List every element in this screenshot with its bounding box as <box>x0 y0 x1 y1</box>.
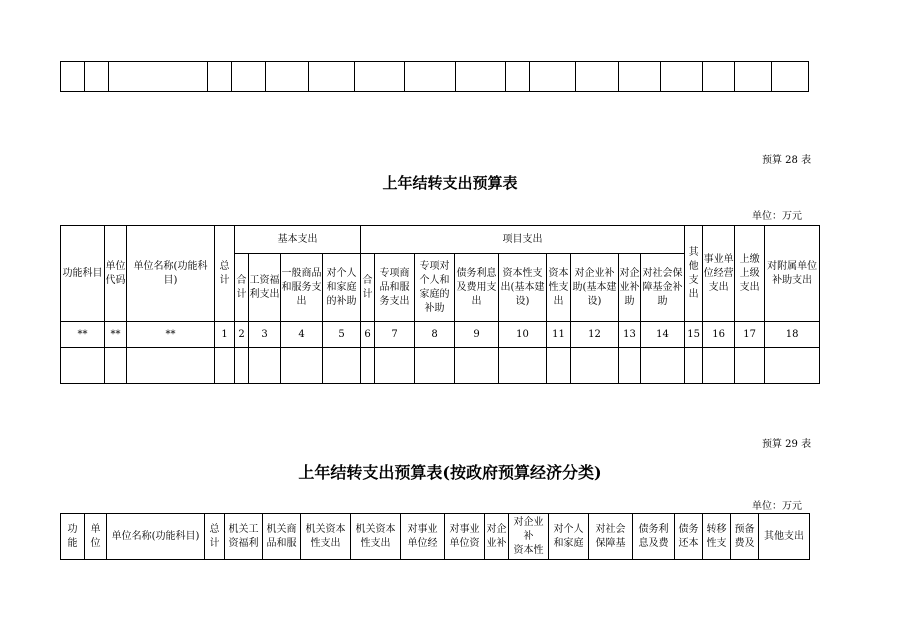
table28-ref: 预算 28 表 <box>762 155 812 166</box>
t29-hdr-cell: 机关资本 性支出 <box>351 514 401 560</box>
index-row <box>61 322 820 348</box>
t29-hdr-cell: 功 能 <box>61 514 85 560</box>
hdr-affiliated: 对附属单位补助支出 <box>765 226 820 322</box>
index-cell: 12 <box>571 322 619 348</box>
index-cell: 2 <box>235 322 249 348</box>
index-cell: ** <box>105 322 127 348</box>
table29-ref: 预算 29 表 <box>762 439 812 450</box>
table29 <box>60 513 810 560</box>
index-cell: 13 <box>619 322 641 348</box>
hdr-basic-sum: 合计 <box>235 254 249 322</box>
t29-hdr-cell: 对事业 单位经 <box>401 514 445 560</box>
hdr-other: 其他支出 <box>685 226 703 322</box>
index-cell: ** <box>61 322 105 348</box>
t29-hdr-cell: 总 计 <box>205 514 225 560</box>
index-cell: 5 <box>323 322 361 348</box>
hdr-basic: 基本支出 <box>235 226 361 254</box>
t29-hdr-cell: 对企 业补 <box>485 514 509 560</box>
hdr-business-op: 事业单位经营支出 <box>703 226 735 322</box>
index-cell: 8 <box>415 322 455 348</box>
t29-hdr-cell: 单位名称(功能科目) <box>107 514 205 560</box>
t29-hdr-cell: 债务利 息及费 <box>633 514 675 560</box>
index-cell: 10 <box>499 322 547 348</box>
hdr-project: 项目支出 <box>361 226 685 254</box>
hdr-special-personal: 专项对个人和家庭的补助 <box>415 254 455 322</box>
hdr-debt-interest: 债务利息及费用支出 <box>455 254 499 322</box>
hdr-upper-pay: 上缴上级支出 <box>735 226 765 322</box>
t29-hdr-cell: 机关商 品和服 <box>263 514 301 560</box>
index-cell: 16 <box>703 322 735 348</box>
index-cell: ** <box>127 322 215 348</box>
t29-hdr-cell: 预备 费及 <box>731 514 759 560</box>
top-table-row <box>61 62 809 92</box>
top-table <box>60 61 809 92</box>
table29-title: 上年结转支出预算表(按政府预算经济分类) <box>298 463 602 482</box>
t29-hdr-cell: 机关工 资福利 <box>225 514 263 560</box>
index-cell: 14 <box>641 322 685 348</box>
hdr-special-goods: 专项商品和服务支出 <box>375 254 415 322</box>
t29-hdr-cell: 其他支出 <box>759 514 810 560</box>
t29-hdr-cell: 对企业补 资本性 <box>509 514 549 560</box>
hdr-enterprise-basic: 对企业补助(基本建设) <box>571 254 619 322</box>
hdr-func-subject: 功能科目 <box>61 226 105 322</box>
table29-unit: 单位：万元 <box>752 501 802 512</box>
hdr-enterprise: 对企业补助 <box>619 254 641 322</box>
hdr-capital-basic: 资本性支出(基本建设) <box>499 254 547 322</box>
hdr-unit-name: 单位名称(功能科目) <box>127 226 215 322</box>
index-cell: 1 <box>215 322 235 348</box>
t29-hdr-cell: 对事业 单位资 <box>445 514 485 560</box>
index-cell: 6 <box>361 322 375 348</box>
table28-unit: 单位：万元 <box>752 211 802 222</box>
hdr-total: 总计 <box>215 226 235 322</box>
t29-hdr-cell: 对个人 和家庭 <box>549 514 589 560</box>
table28 <box>60 225 820 384</box>
t29-hdr-cell: 机关资本 性支出 <box>301 514 351 560</box>
hdr-personal: 对个人和家庭的补助 <box>323 254 361 322</box>
index-cell: 4 <box>281 322 323 348</box>
index-cell: 17 <box>735 322 765 348</box>
index-cell: 9 <box>455 322 499 348</box>
t29-hdr-cell: 单 位 <box>85 514 107 560</box>
hdr-wages: 工资福利支出 <box>249 254 281 322</box>
hdr-social-security: 对社会保障基金补助 <box>641 254 685 322</box>
empty-data-row <box>61 348 820 384</box>
index-cell: 3 <box>249 322 281 348</box>
t29-hdr-cell: 对社会 保障基 <box>589 514 633 560</box>
index-cell: 11 <box>547 322 571 348</box>
t29-hdr-cell: 转移 性支 <box>703 514 731 560</box>
index-cell: 15 <box>685 322 703 348</box>
hdr-goods: 一般商品和服务支出 <box>281 254 323 322</box>
index-cell: 18 <box>765 322 820 348</box>
hdr-unit-code: 单位代码 <box>105 226 127 322</box>
table28-title: 上年结转支出预算表 <box>382 174 518 192</box>
table29-header-row <box>61 514 810 560</box>
index-cell: 7 <box>375 322 415 348</box>
hdr-proj-sum: 合计 <box>361 254 375 322</box>
hdr-capital: 资本性支出 <box>547 254 571 322</box>
t29-hdr-cell: 债务 还本 <box>675 514 703 560</box>
